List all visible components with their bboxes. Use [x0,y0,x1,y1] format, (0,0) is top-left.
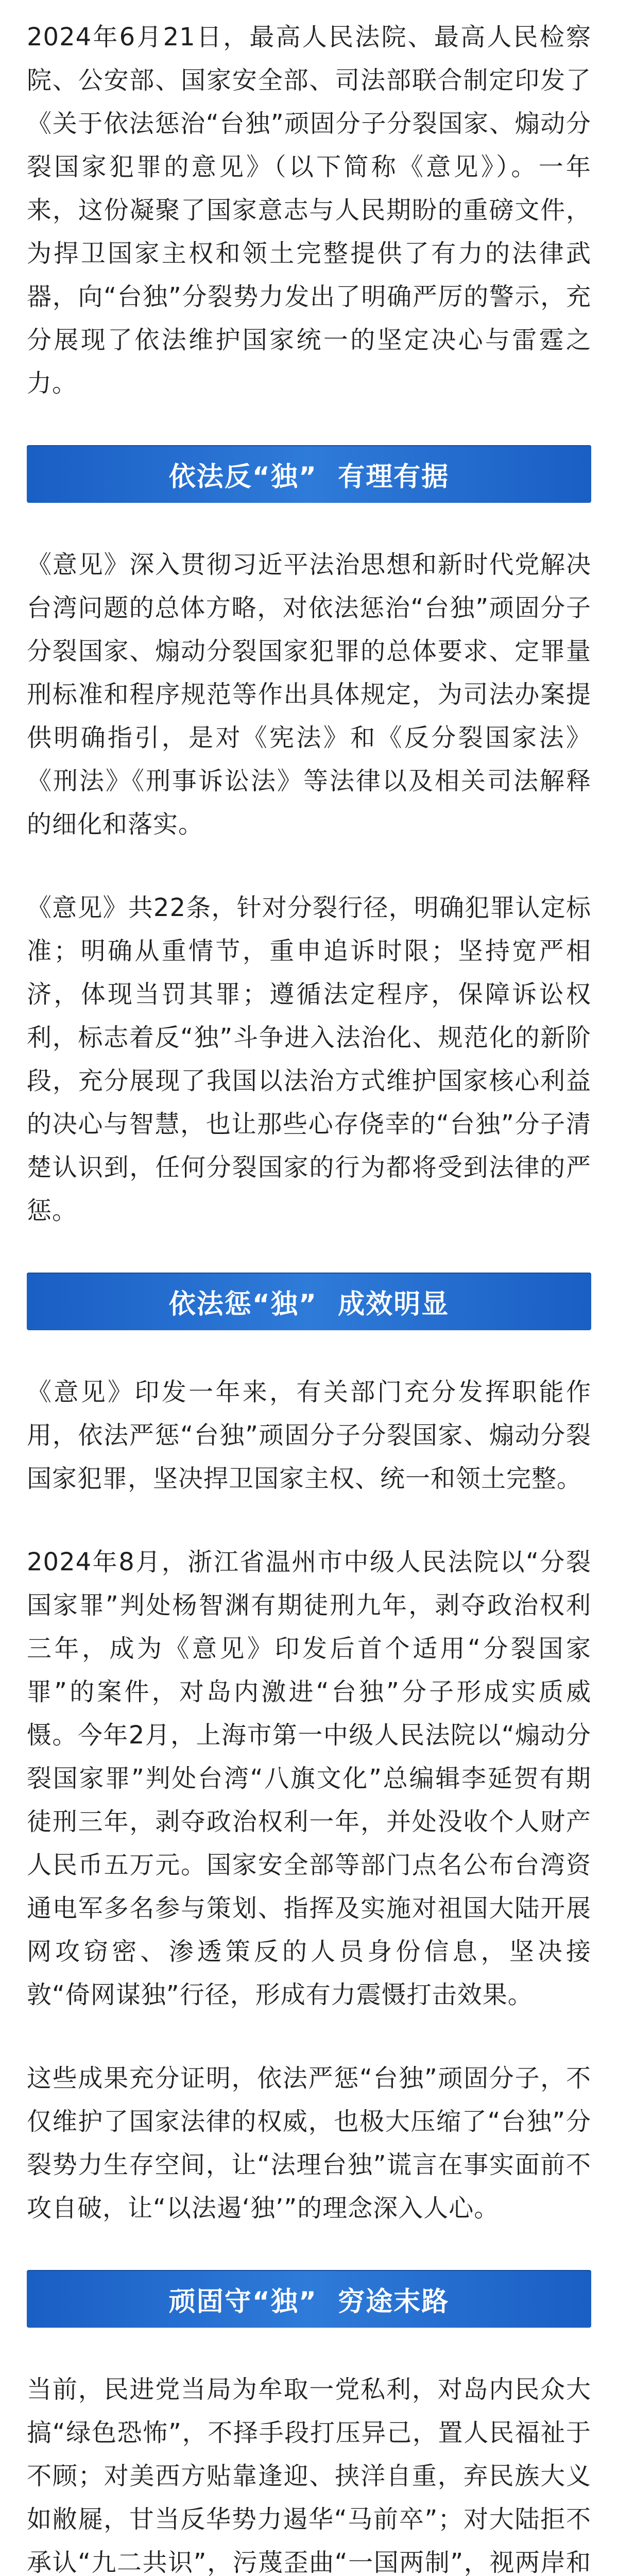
section-title: 依法惩“独” 成效明显 [168,1289,450,1320]
section-header-dead-end [27,2270,591,2328]
paragraph: 2024年8月，浙江省温州市中级人民法院以“分裂国家罪”判处杨智渊有期徒刑九年，剥夺政治权利三年，成为《意见》印发后首个适用“分裂国家罪”的案件，对岛内激进“台独”分子形成实质威慑。今年2月，上海市第一中级人民法院以“煽动分裂国家罪”判处台湾“八旗文化”总编辑李延贺有期徒刑三年，剥夺政治权利一年，并处没收个人财产人民币五万元。国家安全部等部门点名公布台湾资通电军多名参与策划、指挥及实施对祖国大陆开展网攻窃密、渗透策反的人员身份信息，坚决接敦“倚网谋独”行径，形成有力震慑打击效果。 [27,1548,591,2009]
paragraph: 《意见》共22条，针对分裂行径，明确犯罪认定标准；明确从重情节，重申追诉时限；坚持宽严相济，体现当罚其罪；遵循法定程序，保障诉讼权利，标志着反“独”斗争进入法治化、规范化的新阶段，充分展现了我国以法治方式维护国家核心利益的决心与智慧，也让那些心存侥幸的“台独”分子清楚认识到，任何分裂国家的行为都将受到法律的严惩。 [27,893,591,1225]
paragraph: 这些成果充分证明，依法严惩“台独”顽固分子，不仅维护了国家法律的权威，也极大压缩了“台独”分裂势力生存空间，让“法理台独”谎言在事实面前不攻自破，让“以法遏‘独’”的理念深入人心。 [27,2064,591,2223]
paragraph: 《意见》深入贯彻习近平法治思想和新时代党解决台湾问题的总体方略，对依法惩治“台独”顽固分子分裂国家、煽动分裂国家犯罪的总体要求、定罪量刑标准和程序规范等作出具体规定，为司法办案提供明确指引，是对《宪法》和《反分裂国家法》《刑法》《刑事诉讼法》等法律以及相关司法解释的细化和落实。 [27,550,591,839]
intro-paragraph: 2024年6月21日，最高人民法院、最高人民检察院、公安部、国家安全部、司法部联合制定印发了《关于依法惩治“台独”顽固分子分裂国家、煽动分裂国家犯罪的意见》（以下简称《意见》）。一年来，这份凝聚了国家意志与人民期盼的重磅文件，为捍卫国家主权和领土完整提供了有力的法律武器，向“台独”分裂势力发出了明确严厉的警示，充分展现了依法维护国家统一的坚定决心与雷霆之力。 [27,23,591,398]
section-header-legal-basis [27,445,591,503]
section-title: 顽固守“独” 穷途末路 [168,2286,450,2317]
paragraph: 当前，民进党当局为牟取一党私利，对岛内民众大搞“绿色恐怖”，不择手段打压异己，置人民福祉于不顾；对美西方贴靠逢迎、挟洋自重，弃民族大义如敝屣，甘当反华势力遏华“马前卒”；对大陆拒不承认“九二共识”，污蔑歪曲“一国两制”，视两岸和 [27,2375,591,2576]
paragraph: 《意见》印发一年来，有关部门充分发挥职能作用，依法严惩“台独”顽固分子分裂国家、煽动分裂国家犯罪，坚决捍卫国家主权、统一和领土完整。 [27,1378,591,1493]
section-title: 依法反“独” 有理有据 [168,461,450,493]
section-header-results [27,1273,591,1330]
